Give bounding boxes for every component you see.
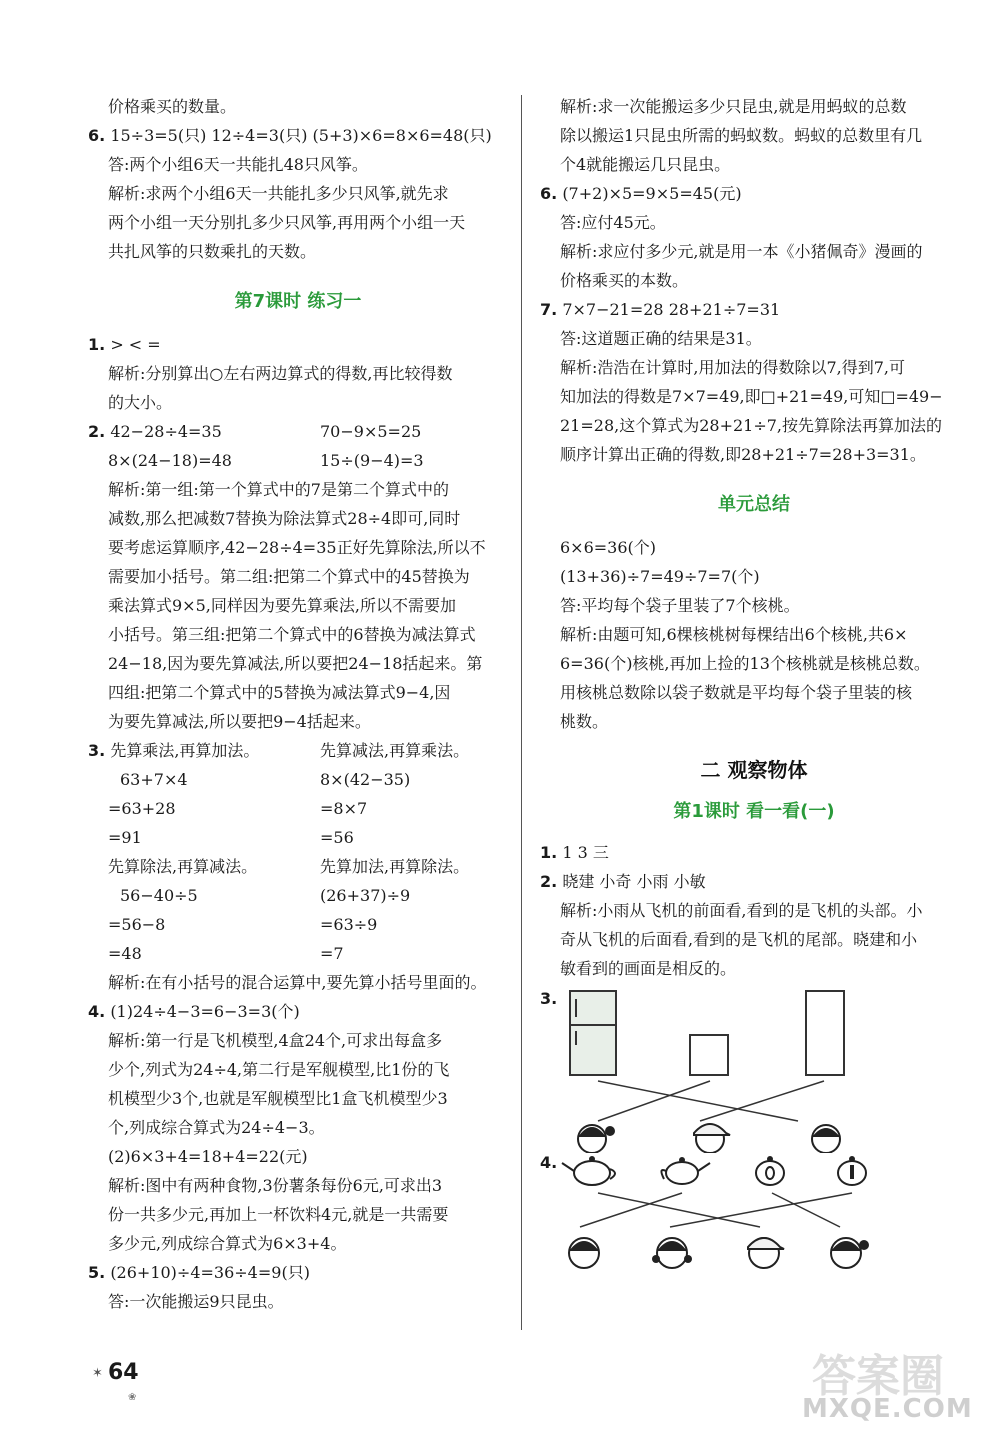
square-view: [690, 1035, 728, 1075]
explanation-line: 四组:把第二个算式中的5替换为减法算式9−4,因: [108, 683, 451, 702]
section-heading: 单元总结: [718, 494, 790, 515]
boy-cap-face-icon: [748, 1238, 784, 1268]
explanation-line: 解析:浩浩在计算时,用加法的得数除以7,得到7,可: [560, 358, 906, 377]
teapot-front-icon: [756, 1156, 784, 1185]
explanation-line: 解析:第一行是飞机模型,4盒24个,可求出每盒多: [108, 1031, 443, 1050]
explanation-line: 解析:图中有两种食物,3份薯条每份6元,可求出3: [108, 1176, 443, 1195]
answer: > < =: [110, 335, 161, 354]
explanation-line: 乘法算式9×5,同样因为要先算乘法,所以不需要加: [108, 596, 456, 615]
explanation-line: 桃数。: [560, 712, 609, 731]
question-number: 1.: [540, 843, 558, 862]
explanation-line: 知加法的得数是7×7=49,即□+21=49,可知□=49−: [560, 387, 943, 406]
explanation-line: 价格乘买的本数。: [560, 271, 689, 290]
calc: 63+7×4: [120, 770, 188, 789]
question-number: 4.: [540, 1153, 558, 1172]
expression: (7+2)×5=9×5=45(元): [562, 184, 742, 203]
answer-line: 答:一次能搬运9只昆虫。: [108, 1292, 284, 1311]
explanation-line: 共扎风筝的只数乘扎的天数。: [108, 242, 317, 261]
match-line: [598, 1081, 710, 1121]
calc: =63+28: [108, 799, 176, 818]
question-7: [540, 295, 968, 324]
explanation-line: 敏看到的画面是相反的。: [560, 959, 737, 978]
step-text: 先算减法,再算乘法。: [320, 741, 470, 760]
explanation-line: 小括号。第三组:把第二个算式中的6替换为减法算式: [108, 625, 476, 644]
expression: 15÷(9−4)=3: [320, 451, 424, 470]
explanation-line: 为要先算减法,所以要把9−4括起来。: [108, 712, 371, 731]
calc: =56−8: [108, 915, 166, 934]
calc: =91: [108, 828, 142, 847]
page-number: 64: [108, 1360, 139, 1385]
expression: 70−9×5=25: [320, 422, 422, 441]
expression: (1)24÷4−3=6−3=3(个): [110, 1002, 300, 1021]
question-2: [540, 867, 968, 896]
answer-line: 答:这道题正确的结果是31。: [560, 329, 762, 348]
question-number: 5.: [88, 1263, 106, 1282]
explanation-line: 解析:求两个小组6天一共能扎多少只风筝,就先求: [108, 184, 449, 203]
column-divider: [521, 95, 522, 1330]
explanation-line: 个4就能搬运几只昆虫。: [560, 155, 731, 174]
explanation-line: 解析:求一次能搬运多少只昆虫,就是用蚂蚁的总数: [560, 97, 907, 116]
calc: =48: [108, 944, 142, 963]
answer-line: 答:两个小组6天一共能扎48只风筝。: [108, 155, 368, 174]
answer-line: 答:平均每个袋子里装了7个核桃。: [560, 596, 800, 615]
explanation-line: 用核桃总数除以袋子数就是平均每个袋子里装的核: [560, 683, 913, 702]
match-line: [670, 1193, 852, 1227]
question-number: 1.: [88, 335, 106, 354]
explanation-line: 24−18,因为要先算减法,所以要把24−18括起来。第: [108, 654, 483, 673]
explanation-line: 解析:求应付多少元,就是用一本《小猪佩奇》漫画的: [560, 242, 923, 261]
calc-row: [88, 939, 508, 968]
figure-4: [540, 1153, 968, 1283]
matching-diagram-3: [540, 989, 968, 1153]
question-number: 6.: [88, 126, 106, 145]
expression: (26+10)÷4=36÷4=9(只): [110, 1263, 310, 1282]
calc-row: [88, 881, 508, 910]
girl-face-icon: [831, 1238, 869, 1268]
unit-heading: 二 观察物体: [700, 758, 808, 782]
calc: 56−40÷5: [120, 886, 198, 905]
decor-icon: ❀: [128, 1392, 137, 1403]
calc: (26+37)÷9: [320, 886, 411, 905]
calc-row: [88, 910, 508, 939]
question-6: [540, 179, 968, 208]
matching-diagram-4: [540, 1153, 968, 1283]
explanation-line: 解析:小雨从飞机的前面看,看到的是飞机的头部。小: [560, 901, 923, 920]
calc: =56: [320, 828, 354, 847]
question-6: [88, 121, 508, 150]
answer-line: 答:应付45元。: [560, 213, 666, 232]
explanation-line: 解析:在有小括号的混合运算中,要先算小括号里面的。: [108, 973, 487, 992]
calc-row: [88, 823, 508, 852]
calc: =8×7: [320, 799, 368, 818]
boy-face-icon: [569, 1238, 599, 1268]
step-text: 先算乘法,再算加法。: [110, 741, 260, 760]
watermark-cn: 答案圈: [812, 1351, 944, 1402]
explanation-line: 解析:分别算出○左右两边算式的得数,再比较得数: [108, 364, 453, 383]
expression: (2)6×3+4=18+4=22(元): [108, 1147, 308, 1166]
left-column: [88, 92, 508, 1316]
explanation-line: 两个小组一天分别扎多少只风筝,再用两个小组一天: [108, 213, 466, 232]
calc: =7: [320, 944, 344, 963]
question-number: 2.: [88, 422, 106, 441]
calc-row: [88, 765, 508, 794]
question-1: [540, 838, 968, 867]
expression: 15÷3=5(只) 12÷4=3(只) (5+3)×6=8×6=48(只): [110, 126, 492, 145]
question-number: 3.: [88, 741, 106, 760]
match-line: [700, 1081, 824, 1121]
refrigerator-icon: [570, 991, 616, 1075]
right-column: [540, 92, 968, 1283]
question-2-row: [88, 417, 508, 446]
calc: 8×(42−35): [320, 770, 411, 789]
text-line: 价格乘买的数量。: [108, 97, 237, 116]
question-number: 7.: [540, 300, 558, 319]
match-line: [598, 1193, 760, 1227]
boy-face-icon: [812, 1125, 840, 1153]
star-icon: ✶: [92, 1366, 103, 1381]
answer: 晓建 小奇 小雨 小敏: [562, 872, 706, 891]
match-line: [580, 1193, 682, 1227]
explanation-line: 需要加小括号。第二组:把第二个算式中的45替换为: [108, 567, 470, 586]
step-text: 先算除法,再算减法。: [108, 857, 258, 876]
calc: 6×6=36(个): [560, 538, 657, 557]
calc-row: [88, 794, 508, 823]
explanation-line: 除以搬运1只昆虫所需的蚂蚁数。蚂蚁的总数里有几: [560, 126, 923, 145]
expression: 7×7−21=28 28+21÷7=31: [562, 300, 781, 319]
teapot-side-icon: [661, 1157, 710, 1184]
question-3-row: [88, 736, 508, 765]
boy-cap-face-icon: [694, 1124, 730, 1153]
girl-face-icon: [652, 1238, 692, 1268]
question-5: [88, 1258, 508, 1287]
question-number: 2.: [540, 872, 558, 891]
expression: 42−28÷4=35: [110, 422, 222, 441]
teapot-back-icon: [838, 1156, 866, 1185]
girl-face-icon: [578, 1125, 615, 1153]
explanation-line: 机模型少3个,也就是军舰模型比1盒飞机模型少3: [108, 1089, 448, 1108]
expression: 8×(24−18)=48: [108, 451, 232, 470]
explanation-line: 顺序计算出正确的得数,即28+21÷7=28+3=31。: [560, 445, 926, 464]
question-1: [88, 330, 508, 359]
explanation-line: 解析:第一组:第一个算式中的7是第二个算式中的: [108, 480, 449, 499]
question-number: 4.: [88, 1002, 106, 1021]
match-line: [772, 1193, 840, 1227]
section-heading: 第7课时 练习一: [234, 291, 362, 312]
section-heading: 第1课时 看一看(一): [673, 801, 835, 822]
explanation-line: 21=28,这个算式为28+21÷7,按先算除法再算加法的: [560, 416, 943, 435]
tall-rectangle-view: [806, 991, 844, 1075]
question-number: 6.: [540, 184, 558, 203]
calc: =63÷9: [320, 915, 378, 934]
explanation-line: 少个,列式为24÷4,第二行是军舰模型,比1份的飞: [108, 1060, 450, 1079]
explanation-line: 个,列成综合算式为24÷4−3。: [108, 1118, 325, 1137]
calc-row: [88, 852, 508, 881]
explanation-line: 多少元,列成综合算式为6×3+4。: [108, 1234, 347, 1253]
teapot-side-icon: [562, 1156, 615, 1185]
watermark: MXQE.COM: [802, 1394, 973, 1424]
step-text: 先算加法,再算除法。: [320, 857, 470, 876]
explanation-line: 份一共多少元,再加上一杯饮料4元,就是一共需要: [108, 1205, 449, 1224]
explanation-line: 减数,那么把减数7替换为除法算式28÷4即可,同时: [108, 509, 461, 528]
figure-3: [540, 989, 968, 1153]
explanation-line: 解析:由题可知,6棵核桃树每棵结出6个核桃,共6×: [560, 625, 908, 644]
explanation-line: 6=36(个)核桃,再加上捡的13个核桃就是核桃总数。: [560, 654, 930, 673]
match-line: [598, 1081, 798, 1121]
question-4: [88, 997, 508, 1026]
question-2-row: [88, 446, 508, 475]
explanation-line: 奇从飞机的后面看,看到的是飞机的尾部。晓建和小: [560, 930, 918, 949]
answer: 1 3 三: [562, 843, 609, 862]
calc: (13+36)÷7=49÷7=7(个): [560, 567, 760, 586]
question-number: 3.: [540, 989, 558, 1008]
explanation-line: 要考虑运算顺序,42−28÷4=35正好先算除法,所以不: [108, 538, 486, 557]
explanation-line: 的大小。: [108, 393, 173, 412]
